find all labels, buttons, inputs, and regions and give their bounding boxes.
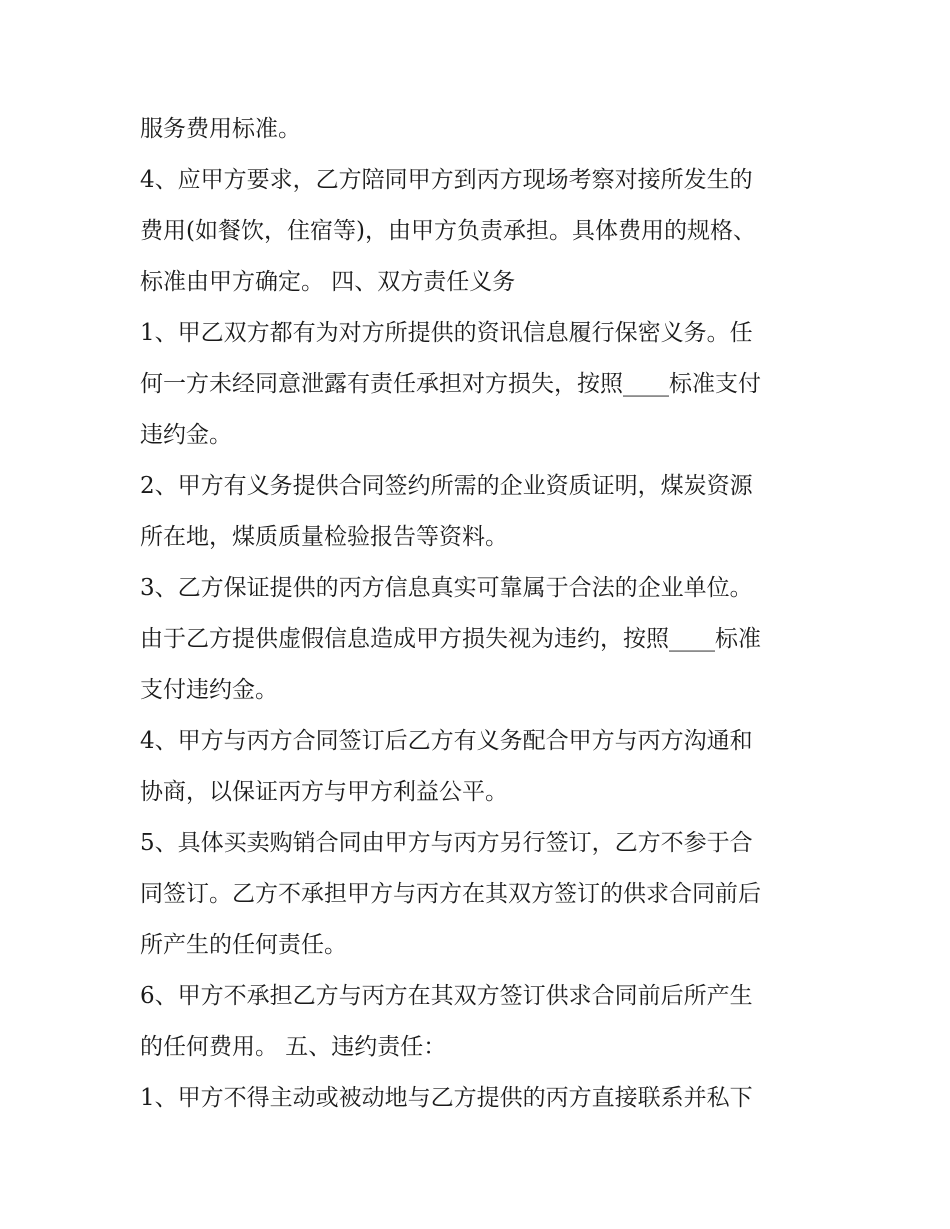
text-line: 标准由甲方确定。 四、双方责任义务 bbox=[140, 269, 516, 295]
text-line: 协商，以保证丙方与甲方利益公平。 bbox=[140, 779, 508, 805]
text-line: 同签订。乙方不承担甲方与丙方在其双方签订的供求合同前后 bbox=[140, 881, 761, 907]
text-line: 5、具体买卖购销合同由甲方与丙方另行签订，乙方不参于合 bbox=[140, 830, 753, 856]
text-line: 服务费用标准。 bbox=[140, 116, 301, 142]
text-line: 4、甲方与丙方合同签订后乙方有义务配合甲方与丙方沟通和 bbox=[140, 728, 753, 754]
text-line: 所产生的任何责任。 bbox=[140, 932, 347, 958]
text-line: 违约金。 bbox=[140, 422, 232, 448]
text-line: 所在地，煤质质量检验报告等资料。 bbox=[140, 524, 508, 550]
text-line: 由于乙方提供虚假信息造成甲方损失视为违约，按照____标准 bbox=[140, 626, 761, 652]
text-line: 支付违约金。 bbox=[140, 677, 278, 703]
text-line: 6、甲方不承担乙方与丙方在其双方签订供求合同前后所产生 bbox=[140, 983, 753, 1009]
text-line: 4、应甲方要求，乙方陪同甲方到丙方现场考察对接所发生的 bbox=[140, 167, 753, 193]
text-line: 3、乙方保证提供的丙方信息真实可靠属于合法的企业单位。 bbox=[140, 575, 753, 601]
text-line: 的任何费用。 五、违约责任： bbox=[140, 1034, 447, 1060]
text-line: 费用(如餐饮，住宿等)，由甲方负责承担。具体费用的规格、 bbox=[140, 218, 756, 244]
text-line: 何一方未经同意泄露有责任承担对方损失，按照____标准支付 bbox=[140, 371, 761, 397]
text-line: 1、甲方不得主动或被动地与乙方提供的丙方直接联系并私下 bbox=[140, 1085, 753, 1111]
text-line: 1、甲乙双方都有为对方所提供的资讯信息履行保密义务。任 bbox=[140, 320, 753, 346]
text-line: 2、甲方有义务提供合同签约所需的企业资质证明，煤炭资源 bbox=[140, 473, 753, 499]
document-body bbox=[140, 104, 820, 1124]
